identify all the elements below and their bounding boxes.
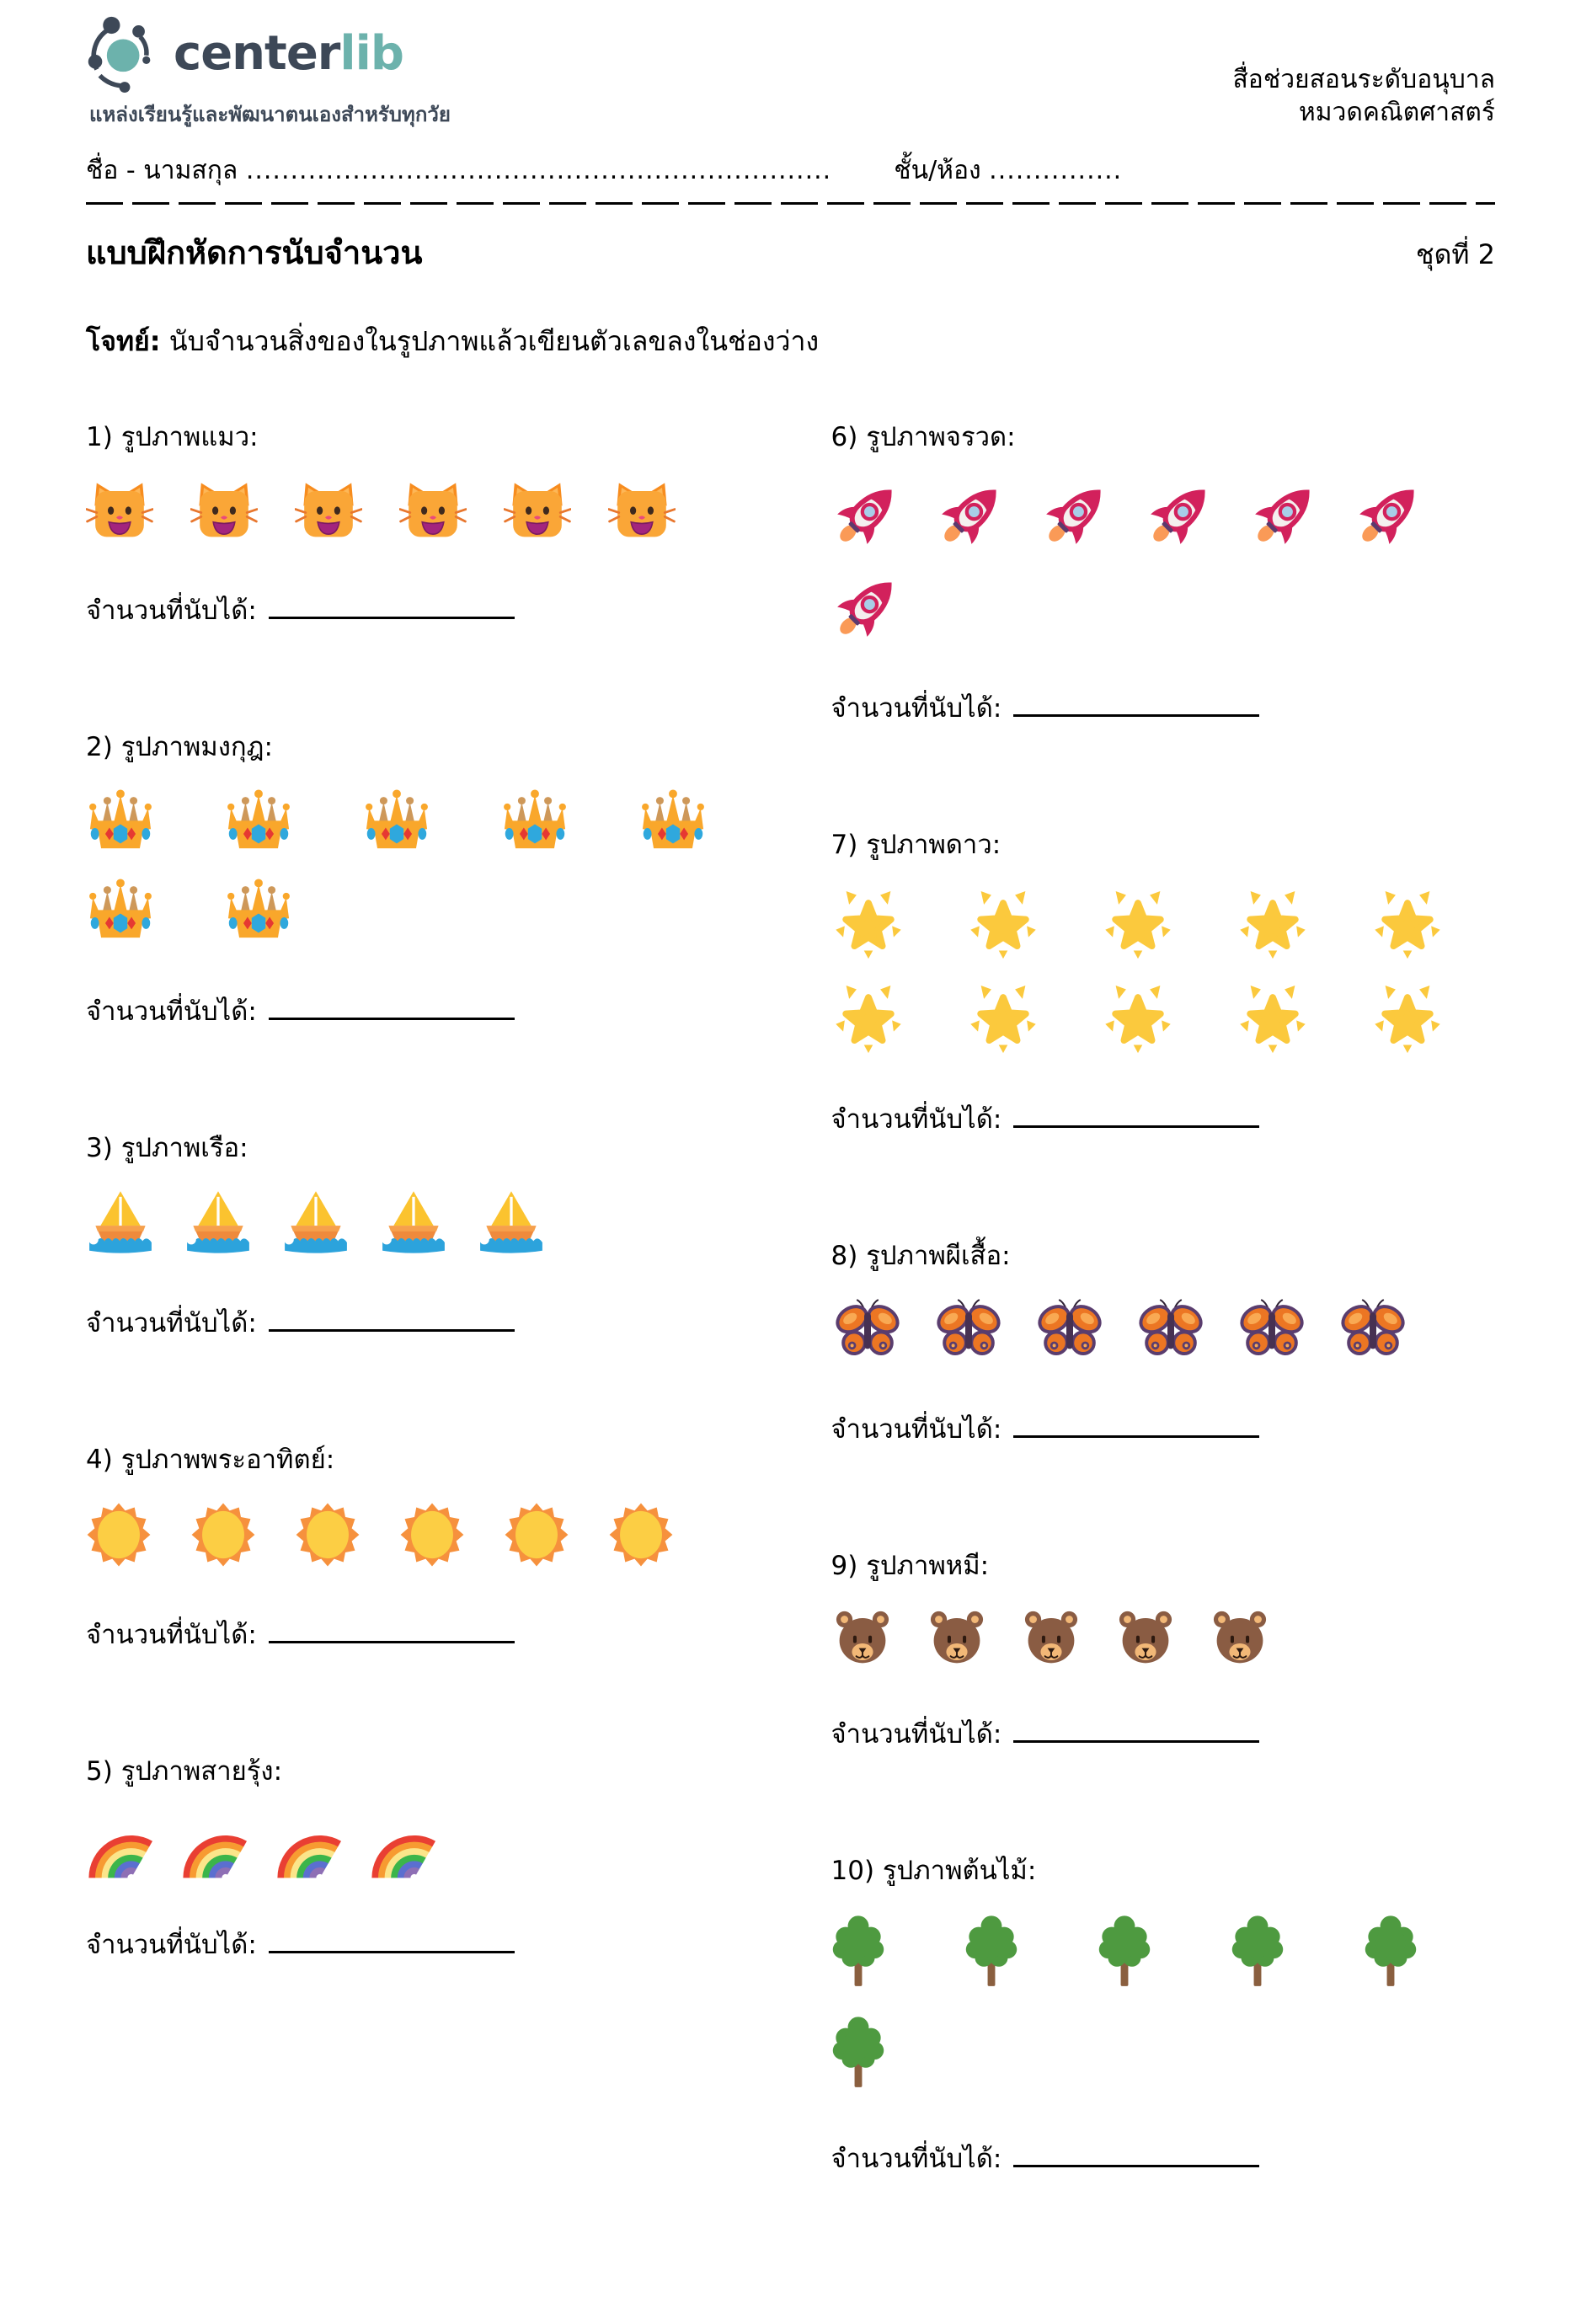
answer-row [86,1613,750,1655]
item-pictures [86,1500,750,1569]
exercise-item [831,1849,1496,2179]
worksheet-columns [86,415,1495,2273]
brand-tagline: แหล่งเรียนรู้และพัฒนาตนเองสำหรับทุกวัย [89,103,451,126]
rainbow-icon [180,1812,249,1879]
item-pictures [831,1296,1496,1364]
sun-icon [295,1500,361,1569]
bear-icon [831,1606,894,1669]
separator-line [86,202,1495,205]
class-label: ชั้น/ห้อง [894,156,981,185]
item-pictures [831,478,1496,643]
picture-row [831,980,1496,1054]
butterfly-icon [1337,1296,1409,1364]
item-pictures [831,885,1496,1054]
rocket-icon [831,478,904,550]
butterfly-icon [1135,1296,1207,1364]
rocket-icon [936,478,1008,550]
sun-icon [608,1500,674,1569]
rocket-icon [831,570,904,643]
cat-icon [399,478,467,545]
set-label: ชุดที่ 2 [1415,238,1495,270]
crown-icon [362,788,431,857]
item-number: 10) [831,1856,875,1886]
item-number: 4) [86,1445,113,1475]
item-label [831,823,1496,865]
cat-icon [608,478,676,545]
answer-label: จำนวนที่นับได้: [86,1308,257,1338]
bear-icon [1114,1606,1177,1669]
picture-row [86,788,750,857]
picture-row [86,1189,750,1258]
answer-row [831,1098,1496,1140]
exercise-item [831,823,1496,1140]
butterfly-icon [1034,1296,1106,1364]
exercise-item [86,725,750,1032]
item-pictures [86,1189,750,1258]
star-icon [1236,980,1310,1054]
sun-icon [399,1500,465,1569]
answer-label: จำนวนที่นับได้: [86,996,257,1027]
picture-row [86,1500,750,1569]
star-icon [1370,885,1445,959]
class-blank[interactable]: ............... [989,156,1123,185]
bear-icon [1209,1606,1271,1669]
answer-blank[interactable] [269,990,515,1020]
star-icon [831,980,905,1054]
answer-blank[interactable] [1013,1098,1259,1128]
crown-icon [224,788,293,857]
crown-icon [638,788,708,857]
brand-block [86,15,451,131]
picture-row [86,1812,750,1879]
item-pictures [86,478,750,545]
answer-blank[interactable] [1013,687,1259,717]
star-icon [966,885,1040,959]
item-pictures [831,1606,1496,1669]
item-title: รูปภาพดาว: [866,830,1001,860]
cat-icon [86,478,153,545]
rainbow-icon [86,1812,155,1879]
item-title: รูปภาพต้นไม้: [882,1856,1037,1886]
picture-row [86,877,750,946]
crown-icon [86,788,155,857]
item-title: รูปภาพพระอาทิตย์: [120,1445,335,1475]
boat-icon [477,1189,546,1258]
answer-row [831,1712,1496,1755]
instruction-label: โจทย์: [86,325,161,357]
cat-icon [190,478,258,545]
answer-row [86,589,750,631]
item-pictures [86,788,750,946]
star-icon [966,980,1040,1054]
rocket-icon [1040,478,1113,550]
exercise-item [831,1544,1496,1755]
tree-icon [831,1911,885,1992]
item-title: รูปภาพเรือ: [120,1133,248,1163]
answer-label: จำนวนที่นับได้: [86,1620,257,1650]
boat-icon [281,1189,350,1258]
item-label [86,415,750,457]
picture-row [831,885,1496,959]
exercise-item [86,1750,750,1965]
bear-icon [926,1606,988,1669]
column-right [831,415,1496,2273]
item-title: รูปภาพมงกุฎ: [120,732,273,762]
cat-icon [504,478,571,545]
title-row [86,227,1495,278]
crown-icon [224,877,293,946]
tree-icon [831,2012,885,2093]
column-left [86,415,750,2060]
item-title: รูปภาพแมว: [120,422,259,452]
picture-row [831,570,1496,643]
item-number: 2) [86,732,113,762]
boat-icon [379,1189,448,1258]
butterfly-icon [1236,1296,1308,1364]
answer-row [86,1923,750,1965]
sun-icon [504,1500,569,1569]
item-number: 5) [86,1756,113,1787]
page-header [86,15,1495,131]
picture-row [831,2012,1496,2093]
tree-icon [1098,1911,1151,1992]
tree-icon [1231,1911,1285,1992]
item-label [86,1750,750,1792]
star-icon [1236,885,1310,959]
item-number: 3) [86,1133,113,1163]
answer-blank[interactable] [1013,2137,1259,2167]
answer-blank[interactable] [269,1923,515,1953]
answer-row [831,687,1496,729]
item-label [86,1438,750,1480]
rainbow-icon [275,1812,344,1879]
star-icon [1101,885,1175,959]
answer-row [86,1301,750,1344]
exercise-item [86,415,750,631]
brand-second: lib [339,26,403,81]
instruction-text: นับจำนวนสิ่งของในรูปภาพแล้วเขียนตัวเลขลงในช่องว่าง [168,325,820,357]
centerlib-logo-icon [86,15,163,93]
rainbow-icon [369,1812,438,1879]
answer-blank[interactable] [269,1613,515,1643]
star-icon [1101,980,1175,1054]
name-blank[interactable]: .................................................................. [245,156,832,185]
answer-label: จำนวนที่นับได้: [86,596,257,626]
star-icon [1370,980,1445,1054]
answer-blank[interactable] [1013,1408,1259,1438]
answer-row [86,990,750,1032]
answer-label: จำนวนที่นับได้: [86,1930,257,1960]
answer-label: จำนวนที่นับได้: [831,693,1002,724]
answer-blank[interactable] [269,1301,515,1332]
exercise-item [831,415,1496,729]
item-number: 7) [831,830,858,860]
picture-row [831,1606,1496,1669]
answer-row [831,2137,1496,2179]
item-label [831,1849,1496,1891]
cat-icon [295,478,362,545]
sun-icon [86,1500,152,1569]
star-icon [831,885,905,959]
bear-icon [1020,1606,1082,1669]
butterfly-icon [831,1296,904,1364]
item-title: รูปภาพผีเสื้อ: [866,1241,1011,1271]
tree-icon [964,1911,1018,1992]
item-label [86,725,750,767]
answer-blank[interactable] [269,589,515,619]
answer-label: จำนวนที่นับได้: [831,1104,1002,1135]
item-title: รูปภาพจรวด: [866,422,1016,452]
rocket-icon [1249,478,1322,550]
sun-icon [190,1500,256,1569]
answer-label: จำนวนที่นับได้: [831,1414,1002,1445]
item-label [831,1544,1496,1586]
answer-label: จำนวนที่นับได้: [831,1719,1002,1750]
item-number: 6) [831,422,858,452]
crown-icon [500,788,569,857]
item-title: รูปภาพหมี: [866,1551,990,1581]
item-number: 8) [831,1241,858,1271]
item-label [831,1234,1496,1276]
picture-row [831,1911,1496,1992]
exercise-item [831,1234,1496,1450]
exercise-item [86,1438,750,1655]
item-pictures [831,1911,1496,2093]
answer-blank[interactable] [1013,1712,1259,1743]
picture-row [86,478,750,545]
boat-icon [86,1189,155,1258]
picture-row [831,1296,1496,1364]
brand-wordmark [174,26,403,81]
item-pictures [86,1812,750,1879]
brand-first: center [174,26,340,81]
student-info-row [86,151,1495,190]
answer-row [831,1408,1496,1450]
exercise-item [86,1126,750,1344]
rocket-icon [1354,478,1426,550]
name-label: ชื่อ - นามสกุล [86,156,238,185]
item-label [831,415,1496,457]
instruction [86,320,1495,363]
subject-line-2: หมวดคณิตศาสตร์ [1298,98,1495,127]
answer-label: จำนวนที่นับได้: [831,2144,1002,2174]
rocket-icon [1145,478,1217,550]
subject-line-1: สื่อช่วยสอนระดับอนุบาล [1232,65,1495,94]
boat-icon [184,1189,253,1258]
item-number: 9) [831,1551,858,1581]
picture-row [831,478,1496,550]
item-title: รูปภาพสายรุ้ง: [120,1756,283,1787]
item-label [86,1126,750,1168]
crown-icon [86,877,155,946]
item-number: 1) [86,422,113,452]
butterfly-icon [932,1296,1005,1364]
subject-block [1233,63,1496,131]
page-title: แบบฝึกหัดการนับจำนวน [86,234,423,271]
tree-icon [1364,1911,1418,1992]
